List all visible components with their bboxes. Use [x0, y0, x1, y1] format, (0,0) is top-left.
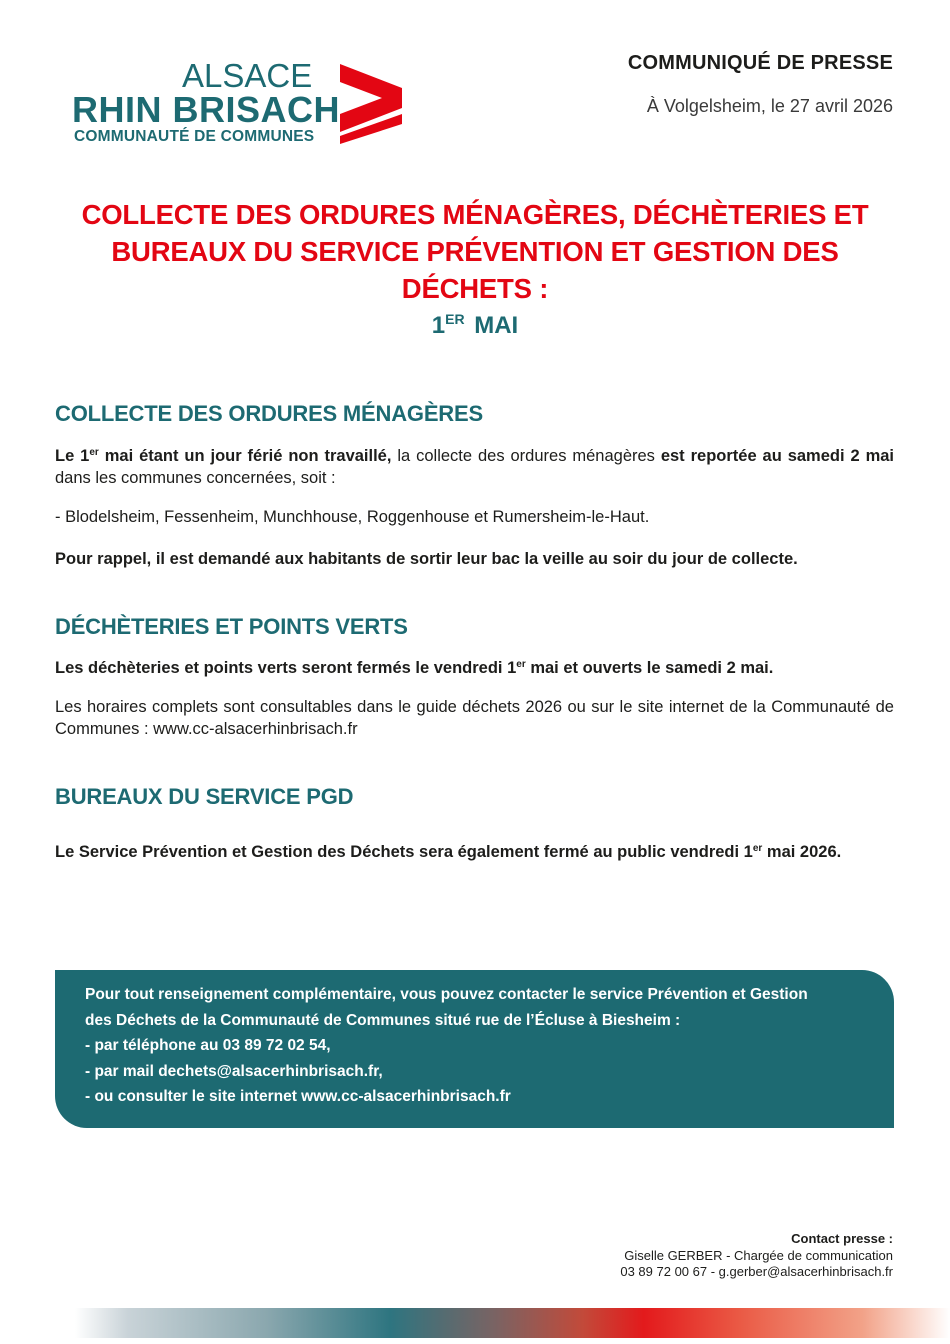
text-sup: er	[752, 843, 763, 854]
logo-chevron-icon	[340, 64, 402, 144]
section-decheteries-paragraph-1	[55, 654, 894, 679]
text: mai et ouverts le samedi 2 mai.	[525, 659, 774, 677]
document-type: COMMUNIQUÉ DE PRESSE	[627, 52, 893, 74]
text: Les déchèteries et points verts seront fermés le vendredi 1	[55, 659, 517, 677]
subtitle-rest: MAI	[474, 312, 519, 339]
text-sup: er	[516, 659, 526, 670]
text-bold: mai étant un jour férié non travaillé,	[98, 447, 392, 465]
text-bold: Le 1	[55, 447, 90, 465]
info-line-email: - par mail dechets@alsacerhinbrisach.fr,	[85, 1062, 383, 1080]
contact-label: Contact presse :	[791, 1231, 893, 1246]
section-bureaux-paragraph-1	[55, 838, 894, 863]
subtitle-sup: ER	[445, 311, 465, 327]
subtitle-number: 1	[431, 312, 446, 339]
info-line: des Déchets de la Communauté de Communes situé rue de l’Écluse à Biesheim :	[85, 1011, 681, 1029]
contact-phone-email: 03 89 72 00 67 - g.gerber@alsacerhinbrisach.fr	[620, 1264, 893, 1279]
contact-name-role: Giselle GERBER - Chargée de communication	[624, 1248, 893, 1263]
text: Le Service Prévention et Gestion des Déchets sera également fermé au public vendredi 1	[55, 843, 753, 861]
info-line: Pour tout renseignement complémentaire, vous pouvez contacter le service Prévention et Gestion	[85, 986, 808, 1003]
info-box	[55, 970, 894, 1128]
section-collecte-paragraph-1	[55, 442, 894, 489]
section-decheteries-paragraph-2: Les horaires complets sont consultables dans le guide déchets 2026 ou sur le site internet de la Communauté de Communes : www.cc-alsacerhinbrisach.fr	[55, 698, 894, 738]
footer-gradient-bar	[75, 1308, 950, 1338]
text-sup: er	[89, 447, 99, 458]
text: mai 2026.	[762, 843, 842, 861]
text-bold: est reportée au samedi 2 mai	[660, 447, 895, 465]
text: dans les communes concernées, soit :	[55, 469, 336, 487]
logo-line-rhin-brisach: RHIN BRISACH	[72, 89, 341, 130]
logo-line-communaute: COMMUNAUTÉ DE COMMUNES	[74, 128, 315, 145]
section-collecte-reminder: Pour rappel, il est demandé aux habitants de sortir leur bac la veille au soir du jour de collecte.	[55, 550, 798, 568]
info-line-website: - ou consulter le site internet www.cc-alsacerhinbrisach.fr	[85, 1088, 511, 1105]
press-contact	[620, 1230, 893, 1280]
section-collecte-communes-list: - Blodelsheim, Fessenheim, Munchhouse, Roggenhouse et Rumersheim-le-Haut.	[55, 508, 650, 526]
logo	[72, 58, 412, 150]
page-subtitle	[55, 304, 895, 341]
section-heading-decheteries: DÉCHÈTERIES ET POINTS VERTS	[55, 614, 408, 639]
logo-line-alsace: ALSACE	[182, 57, 313, 94]
section-heading-bureaux: BUREAUX DU SERVICE PGD	[55, 784, 354, 809]
section-heading-collecte: COLLECTE DES ORDURES MÉNAGÈRES	[55, 401, 483, 426]
page-title: COLLECTE DES ORDURES MÉNAGÈRES, DÉCHÈTERIES ET BUREAUX DU SERVICE PRÉVENTION ET GESTION DES DÉCHETS :	[81, 199, 869, 304]
place-date: À Volgelsheim, le 27 avril 2026	[646, 96, 893, 116]
info-line-phone: - par téléphone au 03 89 72 02 54,	[85, 1037, 331, 1054]
text: la collecte des ordures ménagères	[391, 447, 661, 465]
